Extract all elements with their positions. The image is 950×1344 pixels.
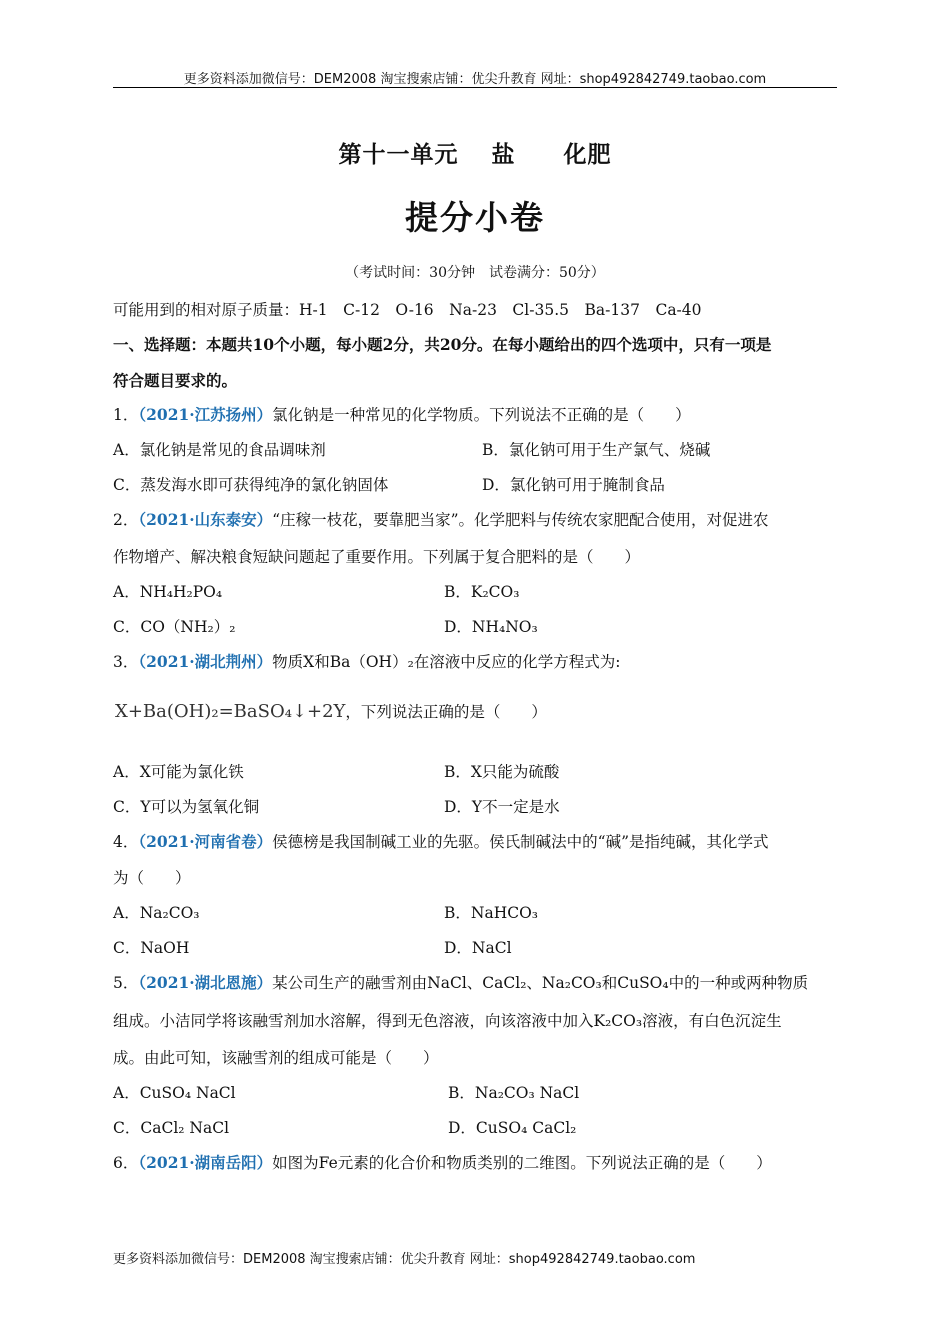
q2-option-a[interactable]: A．NH₄H₂PO₄: [113, 583, 223, 601]
question-6-stem: [113, 1151, 772, 1173]
q1-option-c[interactable]: C．蒸发海水即可获得纯净的氯化钠固体: [113, 476, 389, 494]
question-1-stem: [113, 403, 691, 425]
q2-option-d[interactable]: D．NH₄NO₃: [444, 618, 538, 636]
q1-option-b[interactable]: B．氯化钠可用于生产氯气、烧碱: [482, 441, 711, 459]
unit-title: 第十一单元 盐 化肥: [338, 141, 612, 168]
question-source: （2021·江苏扬州）: [138, 405, 273, 424]
q4-option-d[interactable]: D．NaCl: [444, 939, 512, 957]
q5-option-b[interactable]: B．Na₂CO₃ NaCl: [448, 1084, 580, 1102]
question-5-stem-line3: 成。由此可知，该融雪剂的组成可能是（ ）: [113, 1049, 439, 1067]
question-source: （2021·湖北恩施）: [138, 973, 273, 992]
q3-option-d[interactable]: D．Y不一定是水: [444, 798, 560, 816]
question-number: 5．: [113, 974, 139, 992]
question-5-stem-line2: 组成。小洁同学将该融雪剂加水溶解，得到无色溶液，向该溶液中加入K₂CO₃溶液，有白色沉淀生: [113, 1012, 782, 1030]
question-3-stem: [113, 650, 621, 672]
equation-tail: ，下列说法正确的是（ ）: [345, 703, 547, 721]
q3-option-c[interactable]: C．Y可以为氢氧化铜: [113, 798, 260, 816]
question-source: （2021·山东泰安）: [138, 510, 273, 529]
question-number: 3．: [113, 653, 139, 671]
header-rule: [113, 87, 837, 88]
page-header: 更多资料添加微信号：DEM2008 淘宝搜索店铺：优尖升教育 网址：shop492842749.taobao.com: [183, 72, 767, 87]
question-number: 4．: [113, 833, 139, 851]
exam-info: （考试时间：30分钟 试卷满分：50分）: [345, 265, 605, 281]
q5-option-c[interactable]: C．CaCl₂ NaCl: [113, 1119, 230, 1137]
q3-option-a[interactable]: A．X可能为氯化铁: [113, 763, 244, 781]
question-text: 某公司生产的融雪剂由NaCl、CaCl₂、Na₂CO₃和CuSO₄中的一种或两种物质: [272, 974, 809, 992]
q4-option-c[interactable]: C．NaOH: [113, 939, 190, 957]
question-2-stem: [113, 508, 769, 530]
question-number: 6．: [113, 1154, 139, 1172]
question-4-stem: [113, 830, 769, 852]
question-number: 1．: [113, 406, 139, 424]
question-3-equation-line: [115, 700, 547, 722]
q5-option-d[interactable]: D．CuSO₄ CaCl₂: [448, 1119, 577, 1137]
section-heading-line2: 符合题目要求的。: [113, 371, 238, 390]
question-number: 2．: [113, 511, 139, 529]
atomic-masses: 可能用到的相对原子质量：H-1 C-12 O-16 Na-23 Cl-35.5 Ba-137 Ca-40: [113, 301, 702, 319]
question-2-stem-line2: 作物增产、解决粮食短缺问题起了重要作用。下列属于复合肥料的是（ ）: [113, 548, 641, 566]
q2-option-b[interactable]: B．K₂CO₃: [444, 583, 520, 601]
question-5-stem: [113, 971, 808, 993]
page-footer: 更多资料添加微信号：DEM2008 淘宝搜索店铺：优尖升教育 网址：shop492842749.taobao.com: [113, 1252, 696, 1267]
q2-option-c[interactable]: C．CO（NH₂）₂: [113, 618, 236, 636]
chemical-equation: X+Ba(OH)₂=BaSO₄↓+2Y: [115, 701, 346, 722]
q4-option-b[interactable]: B．NaHCO₃: [444, 904, 538, 922]
question-text: 物质X和Ba（OH）₂在溶液中反应的化学方程式为:: [272, 653, 621, 671]
section-heading-line1: 一、选择题：本题共10个小题，每小题2分，共20分。在每小题给出的四个选项中，只有一项是: [113, 335, 772, 354]
q1-option-d[interactable]: D．氯化钠可用于腌制食品: [482, 476, 665, 494]
question-text: “庄稼一枝花，要靠肥当家”。化学肥料与传统农家肥配合使用，对促进农: [272, 511, 769, 529]
question-source: （2021·湖南岳阳）: [138, 1153, 273, 1172]
question-text: 氯化钠是一种常见的化学物质。下列说法不正确的是（ ）: [272, 406, 691, 424]
q1-option-a[interactable]: A．氯化钠是常见的食品调味剂: [113, 441, 326, 459]
question-text: 如图为Fe元素的化合价和物质类别的二维图。下列说法正确的是（ ）: [272, 1154, 772, 1172]
question-text: 侯德榜是我国制碱工业的先驱。侯氏制碱法中的“碱”是指纯碱，其化学式: [272, 833, 769, 851]
q5-option-a[interactable]: A．CuSO₄ NaCl: [113, 1084, 236, 1102]
question-source: （2021·河南省卷）: [138, 832, 273, 851]
paper-title: 提分小卷: [405, 198, 545, 237]
q4-option-a[interactable]: A．Na₂CO₃: [113, 904, 200, 922]
question-source: （2021·湖北荆州）: [138, 652, 273, 671]
question-4-stem-line2: 为（ ）: [113, 869, 191, 887]
q3-option-b[interactable]: B．X只能为硫酸: [444, 763, 560, 781]
